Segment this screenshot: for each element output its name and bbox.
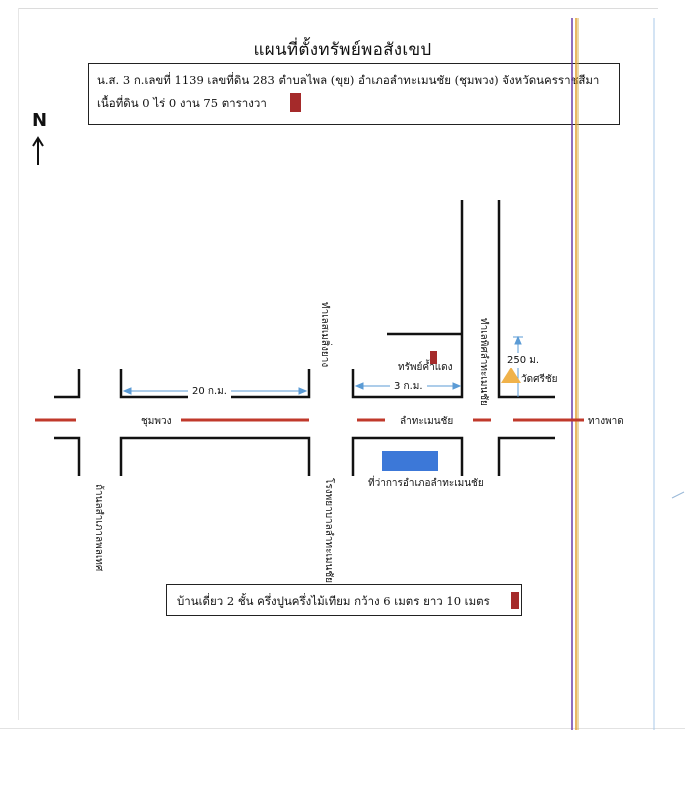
distance-label-3km: 3 ก.ม. xyxy=(390,379,427,394)
road-edge-sw xyxy=(54,438,79,476)
temple-label: วัดศรีชัย xyxy=(521,374,558,385)
town-label-thangphat: ทางพาด xyxy=(588,416,624,427)
road-edge-west-bottom xyxy=(121,438,309,476)
road-label-southwest: ถ้านลสำเภาลพลเทศ xyxy=(93,484,104,572)
building-info-box xyxy=(166,584,522,616)
building-description: บ้านเดี่ยว 2 ชั้น ครึ่งปูนครึ่งไม้เทียม กว้าง 6 เมตร ยาว 10 เมตร xyxy=(177,594,490,608)
arrowhead xyxy=(453,383,460,389)
deed-info: น.ส. 3 ก.เลขที่ 1139 เลขที่ดิน 283 ตำบลไพล (ขุย) อำเภอลำทะเมนชัย (ชุมพวง) จังหวัดนครราชสีมา xyxy=(97,73,600,87)
north-label: N xyxy=(32,110,48,131)
north-arrow-icon xyxy=(33,138,43,165)
scan-mark xyxy=(672,492,684,498)
arrowhead xyxy=(356,383,363,389)
arrowhead xyxy=(124,388,131,394)
land-area: เนื้อที่ดิน 0 ไร่ 0 งาน 75 ตารางวา xyxy=(97,96,267,110)
town-label-chumphuang: ชุมพวง xyxy=(141,416,172,427)
district-office-marker xyxy=(382,451,438,471)
distance-label-250m: 250 ม. xyxy=(507,355,540,366)
map-title: แผนที่ตั้งทรัพย์พอสังเขป xyxy=(253,40,432,60)
arrowhead xyxy=(299,388,306,394)
property-label: ทรัพย์ค้ำแดง xyxy=(398,362,453,373)
building-legend-swatch xyxy=(511,592,519,609)
road-label-north-east: ทำเลพิศลำทะเมนชัย xyxy=(478,318,489,406)
road-label-north-middle: ทำเลสเมสิ่งยาง xyxy=(319,302,330,368)
distance-label-20km: 20 ก.ม. xyxy=(188,384,231,399)
district-office-label: ที่ว่าการอำเภอลำทะเมนชัย xyxy=(368,478,484,489)
town-label-lamthamenchai: ลำทะเมนชัย xyxy=(400,416,454,427)
road-edge-east-bottom xyxy=(499,438,555,476)
road-label-south-middle: โรงพยาบาลลำทะเมนชัย xyxy=(323,478,334,583)
road-edge-nw xyxy=(54,369,79,397)
arrowhead xyxy=(515,337,521,344)
